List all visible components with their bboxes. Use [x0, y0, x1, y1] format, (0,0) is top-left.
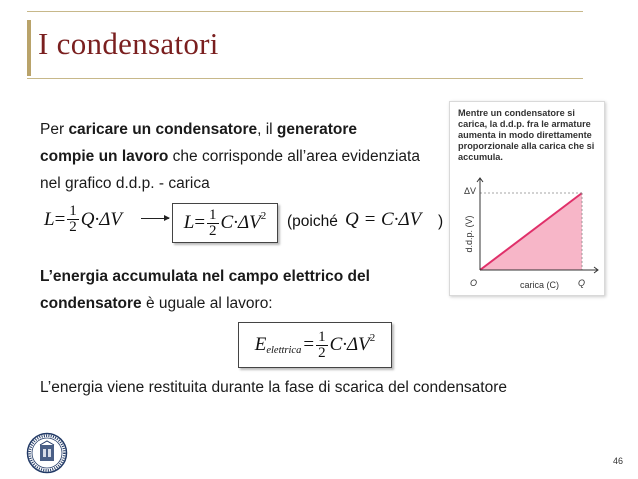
- charge-voltage-graph: [450, 102, 604, 295]
- x-axis-label: carica (C): [520, 280, 560, 290]
- top-rule: [27, 11, 583, 12]
- y-axis-label: d.d.p. (V): [464, 215, 474, 253]
- page-title: I condensatori: [38, 26, 219, 61]
- equation-energy-box: E elettrica = $\frac{1}{2}$ C·ΔV $^2$: [238, 322, 392, 368]
- title-accent-bar: [27, 20, 31, 76]
- paragraph-discharge: L’energia viene restituita durante la fase di scarica del condensatore: [40, 379, 508, 396]
- close-paren: ): [438, 213, 444, 230]
- university-seal-icon: [26, 432, 68, 474]
- charge-voltage-figure: [449, 101, 605, 296]
- y-tick-dv: ΔV: [464, 186, 477, 196]
- equation-work-q: L = $\frac{1}{2}$ Q·ΔV: [44, 203, 123, 235]
- paragraph-energy: L’energia accumulata nel campo elettrico del condensatore è uguale al lavoro:: [40, 268, 370, 312]
- equation-work-c-box: L = $\frac{1}{2}$ C·ΔV $^2$: [172, 203, 278, 243]
- figure-caption: Mentre un condensatore si carica, la d.d.p. fra le armature aumenta in modo direttamente proporzionale alla carica che si accumula.: [458, 108, 595, 162]
- page-number: 46: [613, 456, 624, 466]
- right-arrow-icon: [141, 218, 169, 219]
- equation-charge: Q = C·ΔV: [345, 209, 422, 230]
- x-tick-q: Q: [578, 278, 586, 288]
- paragraph-work: Per caricare un condensatore, il generatore compie un lavoro che corrisponde all’area evidenziata nel grafico d.d.p. - carica: [40, 121, 420, 192]
- origin-label: O: [470, 278, 478, 288]
- since-label: (poiché: [287, 213, 338, 230]
- title-rule: [27, 78, 583, 79]
